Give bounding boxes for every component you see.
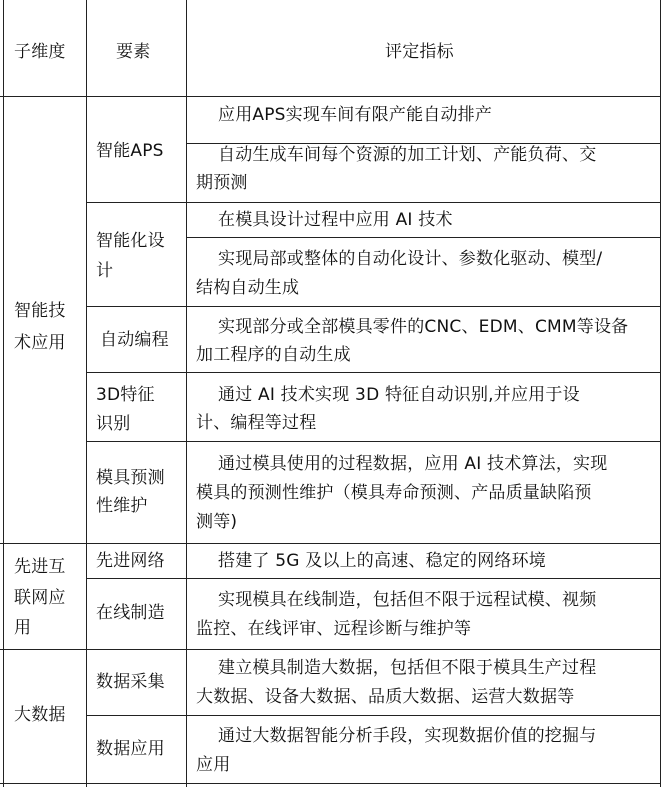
element-label: 在线制造 [96, 603, 165, 623]
indicator-text: 实现模具在线制造，包括但不限于远程试模、视频 [218, 590, 597, 610]
indicator-text: 通过模具使用的过程数据，应用 AI 技术算法，实现 [218, 454, 608, 474]
element-label: 自动编程 [100, 330, 169, 350]
left-border [3, 0, 4, 787]
indicator-text: 搭建了 5G 及以上的高速、稳定的网络环境 [218, 551, 546, 571]
dimension-label: 术应用 [14, 333, 66, 353]
header-indicator: 评定指标 [385, 42, 454, 62]
element-label: 性维护 [96, 496, 148, 516]
table-bottom-rule [0, 783, 660, 784]
row-rule [86, 202, 660, 203]
column-divider [86, 0, 87, 787]
row-rule [186, 237, 660, 238]
element-label: 3D特征 [96, 385, 155, 405]
indicator-text: 应用APS实现车间有限产能自动排产 [218, 105, 493, 125]
header-bottom-rule [0, 96, 660, 97]
element-label: 识别 [96, 414, 131, 434]
element-label: 智能化设 [96, 231, 165, 251]
element-label: 计 [96, 261, 114, 281]
right-border [660, 0, 661, 787]
indicator-text: 建立模具制造大数据，包括但不限于模具生产过程 [218, 658, 597, 678]
indicator-text: 监控、在线评审、远程诊断与维护等 [196, 619, 472, 639]
indicator-text: 在模具设计过程中应用 AI 技术 [218, 210, 453, 230]
header-dimension: 子维度 [14, 42, 66, 62]
element-label: 数据应用 [96, 739, 165, 759]
indicator-text: 结构自动生成 [196, 278, 300, 298]
column-divider [186, 0, 187, 787]
indicator-text: 自动生成车间每个资源的加工计划、产能负荷、交 [218, 145, 597, 165]
indicator-text: 通过 AI 技术实现 3D 特征自动识别,并应用于设 [218, 385, 580, 405]
row-rule [86, 372, 660, 373]
dimension-label: 先进互 [14, 557, 66, 577]
group-rule [0, 543, 660, 544]
element-label: 模具预测 [96, 468, 165, 488]
header-element: 要素 [116, 42, 151, 62]
indicator-text: 应用 [196, 755, 231, 775]
indicator-text: 实现部分或全部模具零件的CNC、EDM、CMM等设备 [218, 317, 629, 337]
dimension-label: 联网应 [14, 588, 66, 608]
row-rule [86, 715, 660, 716]
indicator-text: 模具的预测性维护（模具寿命预测、产品质量缺陷预 [196, 483, 592, 503]
indicator-text: 大数据、设备大数据、品质大数据、运营大数据等 [196, 687, 575, 707]
indicator-text: 通过大数据智能分析手段，实现数据价值的挖掘与 [218, 726, 597, 746]
indicator-text: 计、编程等过程 [196, 413, 317, 433]
row-rule [86, 441, 660, 442]
element-label: 数据采集 [96, 672, 165, 692]
indicator-text: 实现局部或整体的自动化设计、参数化驱动、模型/ [218, 249, 603, 269]
indicator-text: 加工程序的自动生成 [196, 345, 351, 365]
element-label: 先进网络 [96, 551, 165, 571]
group-rule [0, 649, 660, 650]
indicator-text: 期预测 [196, 173, 248, 193]
indicator-text: 测等) [196, 512, 238, 532]
row-rule [86, 578, 660, 579]
dimension-label: 智能技 [14, 301, 66, 321]
dimension-label: 用 [14, 618, 32, 638]
element-label: 智能APS [96, 141, 164, 161]
row-rule [86, 306, 660, 307]
dimension-label: 大数据 [14, 705, 66, 725]
